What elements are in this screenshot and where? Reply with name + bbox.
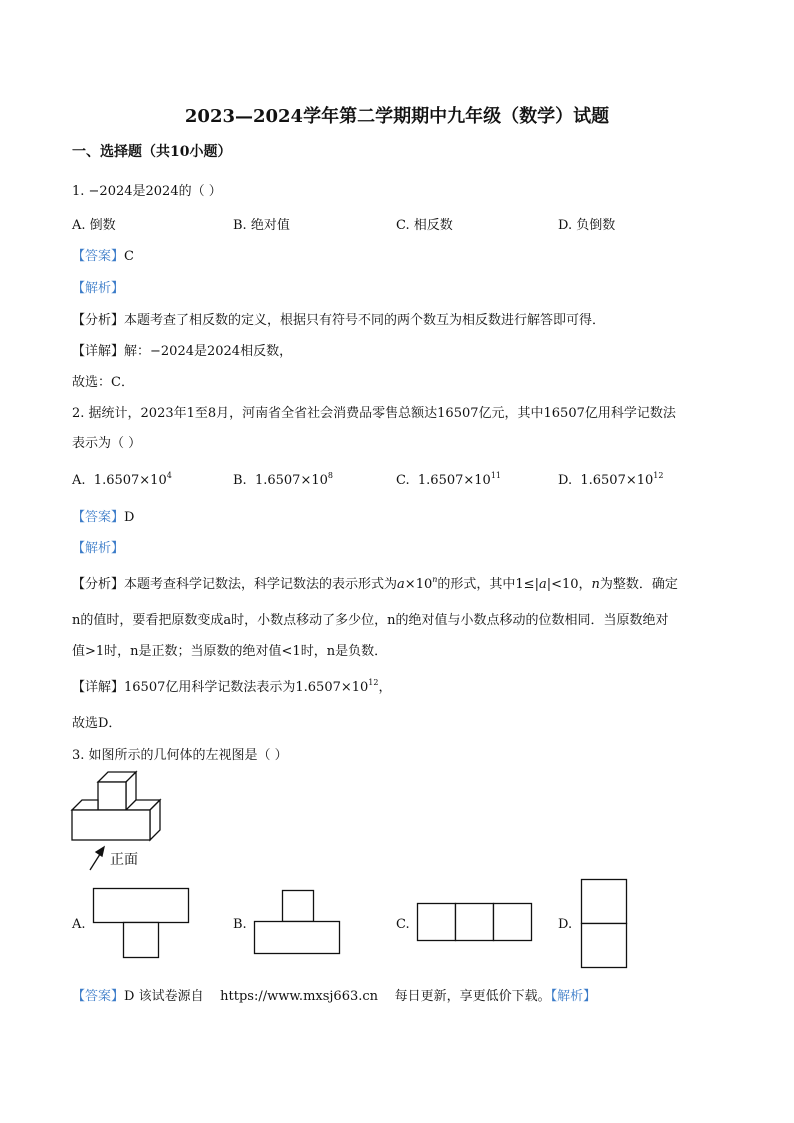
q2-option-a-value: 1.6507×10 bbox=[93, 473, 167, 488]
q3-solid-figure bbox=[70, 768, 170, 848]
q3-option-b-label: B. bbox=[233, 917, 247, 932]
base-front-face bbox=[72, 810, 150, 840]
q1-fenxi: 本题考查了相反数的定义，根据只有符号不同的两个数互为相反数进行解答即可得． bbox=[124, 313, 606, 328]
q1-detail-line bbox=[72, 340, 292, 359]
q2-option-c-value: 1.6507×10 bbox=[417, 473, 491, 488]
q1-fenxi-line bbox=[72, 309, 605, 328]
q2-stem-line1: 2. 据统计，2023年1至8月，河南省全省社会消费品零售总额达16507亿元，其中16507亿用科学记数法 bbox=[72, 406, 676, 421]
q2-analysis-tag bbox=[72, 537, 124, 556]
fenxi-tag: 【分析】 bbox=[72, 577, 125, 592]
q2-fenxi-text-2: 的形式，其中1≤ bbox=[437, 577, 535, 592]
q2-answer: D bbox=[124, 510, 135, 525]
q3-stem: 3. 如图所示的几何体的左视图是（ ） bbox=[72, 748, 288, 763]
q2-conclusion: 故选D． bbox=[72, 716, 122, 731]
q1-option-c: C. 相反数 bbox=[396, 218, 453, 233]
q3-option-b-figure bbox=[254, 890, 342, 956]
q2-option-c-exp: 11 bbox=[490, 471, 501, 480]
q2-option-d bbox=[558, 471, 663, 488]
q2-fenxi-var-n: n bbox=[591, 577, 600, 592]
q2-option-d-label: D. bbox=[558, 473, 573, 488]
q2-fenxi-abs-a: |a| bbox=[534, 577, 552, 592]
q2-fenxi-text-1: 本题考查科学记数法，科学记数法的表示形式为 bbox=[124, 577, 398, 592]
q1-conclusion: 故选：C． bbox=[72, 375, 134, 390]
q1-option-a: A. 倒数 bbox=[72, 218, 116, 233]
source-url[interactable]: https://www.mxsj663.cn bbox=[220, 989, 379, 1004]
page-title: 2023—2024学年第二学期期中九年级（数学）试题 bbox=[184, 106, 610, 127]
q1-stem: 1. −2024是2024的（ ） bbox=[72, 184, 222, 199]
fenxi-tag: 【分析】 bbox=[72, 313, 125, 328]
q2-fenxi-text-3: <10， bbox=[551, 577, 592, 592]
q2-option-d-exp: 12 bbox=[653, 471, 664, 480]
q2-detail-exp: 12 bbox=[368, 678, 379, 687]
q2-detail-end: ， bbox=[378, 680, 392, 695]
base-top-left bbox=[72, 800, 98, 810]
section-heading: 一、选择题（共10小题） bbox=[72, 144, 232, 160]
q3-option-d-label: D. bbox=[558, 917, 573, 932]
q2-detail-text: 16507亿用科学记数法表示为1.6507×10 bbox=[124, 680, 369, 695]
q2-option-b-value: 1.6507×10 bbox=[254, 473, 328, 488]
analysis-tag: 【解析】 bbox=[550, 989, 597, 1004]
q3-option-c-figure bbox=[417, 903, 535, 943]
q2-option-c bbox=[396, 471, 501, 488]
answer-tag: 【答案】 bbox=[72, 510, 125, 525]
q2-option-b bbox=[233, 471, 333, 488]
q2-stem-line2: 表示为（ ） bbox=[72, 436, 142, 451]
cube-front-face bbox=[98, 782, 126, 810]
q2-fenxi-line3: 值>1时，n是正数；当原数的绝对值<1时，n是负数． bbox=[72, 644, 388, 659]
detail-tag: 【详解】 bbox=[72, 344, 125, 359]
daily-update-text: 每日更新，享更低价下载。 bbox=[394, 989, 551, 1004]
q2-option-d-value: 1.6507×10 bbox=[580, 473, 654, 488]
q2-option-a-label: A. bbox=[72, 473, 86, 488]
q2-answer-line bbox=[72, 506, 134, 525]
q3-option-a-figure bbox=[93, 888, 189, 960]
q2-option-c-label: C. bbox=[396, 473, 410, 488]
q1-option-d: D. 负倒数 bbox=[558, 218, 616, 233]
front-arrow-icon bbox=[88, 846, 108, 872]
q2-option-a bbox=[72, 471, 172, 488]
analysis-tag: 【解析】 bbox=[72, 541, 125, 556]
q1-answer: C bbox=[124, 249, 134, 264]
q2-detail-line bbox=[72, 676, 392, 695]
q2-fenxi-var-a: a bbox=[397, 577, 405, 592]
source-text: 该试卷源自 bbox=[138, 989, 204, 1004]
q2-option-a-exp: 4 bbox=[166, 471, 172, 480]
q3-option-c-label: C. bbox=[396, 917, 410, 932]
front-label: 正面 bbox=[110, 852, 138, 868]
q1-answer-line bbox=[72, 245, 134, 264]
q3-option-d-figure bbox=[581, 879, 629, 971]
answer-tag: 【答案】 bbox=[72, 989, 125, 1004]
q2-fenxi-line1 bbox=[72, 573, 678, 592]
q2-option-b-label: B. bbox=[233, 473, 247, 488]
detail-tag: 【详解】 bbox=[72, 680, 125, 695]
q2-option-b-exp: 8 bbox=[327, 471, 333, 480]
q2-fenxi-text-4: 为整数．确定 bbox=[599, 577, 678, 592]
q2-fenxi-exp-n: n bbox=[432, 575, 438, 584]
q1-option-b: B. 绝对值 bbox=[233, 218, 290, 233]
analysis-tag: 【解析】 bbox=[72, 281, 125, 296]
q3-answer: D bbox=[124, 989, 135, 1004]
answer-tag: 【答案】 bbox=[72, 249, 125, 264]
q2-fenxi-times: ×10 bbox=[404, 577, 433, 592]
q2-fenxi-line2: n的值时，要看把原数变成a时，小数点移动了多少位，n的绝对值与小数点移动的位数相同．当原数绝对 bbox=[72, 613, 669, 628]
q1-analysis-tag bbox=[72, 277, 124, 296]
q3-answer-line bbox=[72, 985, 596, 1004]
q3-option-a-label: A. bbox=[72, 917, 86, 932]
q1-detail: 解：−2024是2024相反数， bbox=[124, 344, 293, 359]
